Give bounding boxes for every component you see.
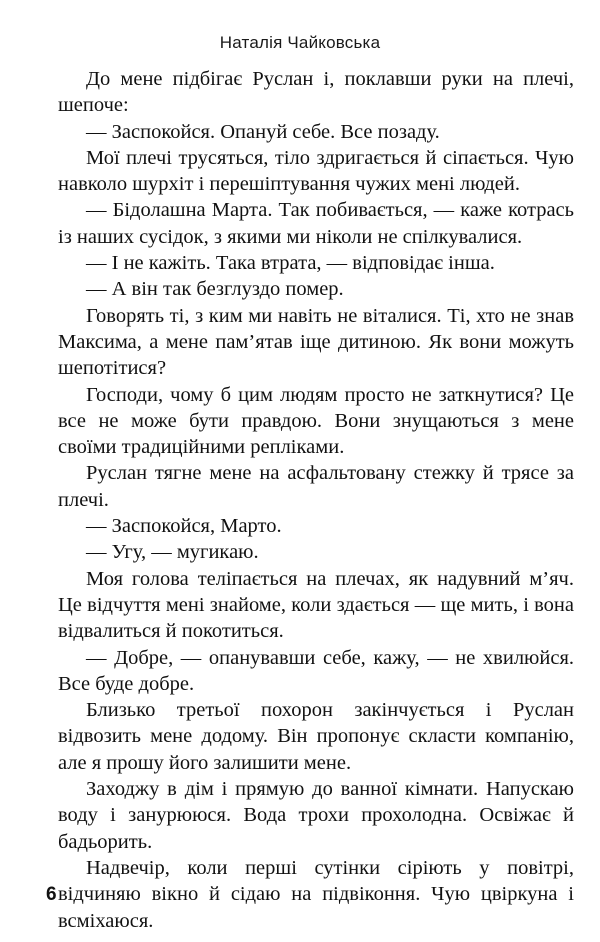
paragraph: — А він так безглуздо помер. — [86, 278, 344, 301]
paragraph: Руслан тягне мене на асфальтовану стежку й трясе за плечі. — [58, 462, 574, 511]
paragraph: Заходжу в дім і прямую до ванної кімнати. Напускаю воду і занурююся. Вода трохи прохолодна. Освіжає й бадьорить. — [58, 778, 574, 853]
paragraph: — Добре, — опанувавши себе, кажу, — не хвилюйся. Все буде добре. — [58, 646, 574, 695]
paragraph: — Заспокойся, Марто. — [86, 515, 282, 538]
running-head-author: Наталія Чайковська — [219, 33, 381, 52]
paragraph: Говорять ті, з ким ми навіть не віталися. Ті, хто не знав Максима, а мене пам’ятав іще дитиною. Як вони можуть шепотітися? — [58, 304, 574, 380]
paragraph: — Угу, — мугикаю. — [86, 541, 259, 564]
paragraph: Мої плечі трусяться, тіло здригається й сіпається. Чую навколо шурхіт і перешіптування чужих мені людей. — [58, 146, 574, 196]
paragraph: Моя голова теліпається на плечах, як надувний м’яч. Це відчуття мені знайоме, коли здається — ще мить, і вона відвалиться й покотиться. — [58, 567, 574, 643]
paragraph: Близько третьої похорон закінчується і Руслан відвозить мене додому. Він пропонує скласти компанію, але я прошу його залишити мене. — [58, 699, 574, 774]
paragraph: — І не кажіть. Така втрата, — відповідає інша. — [86, 252, 495, 275]
paragraph: Господи, чому б цим людям просто не заткнутися? Це все не може бути правдою. Вони знущаються з мене своїми традиційними репліками. — [58, 383, 574, 459]
page-number: 6 — [46, 884, 57, 905]
body-text — [58, 66, 574, 934]
paragraph: — Заспокойся. Опануй себе. Все позаду. — [86, 120, 440, 143]
paragraph: — Бідолашна Марта. Так побивається, — каже котрась із наших сусідок, з якими ми ніколи не спілкувалися. — [58, 199, 574, 248]
paragraph: Надвечір, коли перші сутінки сіріють у повітрі, відчиняю вікно й сідаю на підвіконня. Чую цвіркуна і всміхаюся. — [58, 856, 574, 932]
paragraph: До мене підбігає Руслан і, поклавши руки на плечі, шепоче: — [58, 68, 574, 117]
